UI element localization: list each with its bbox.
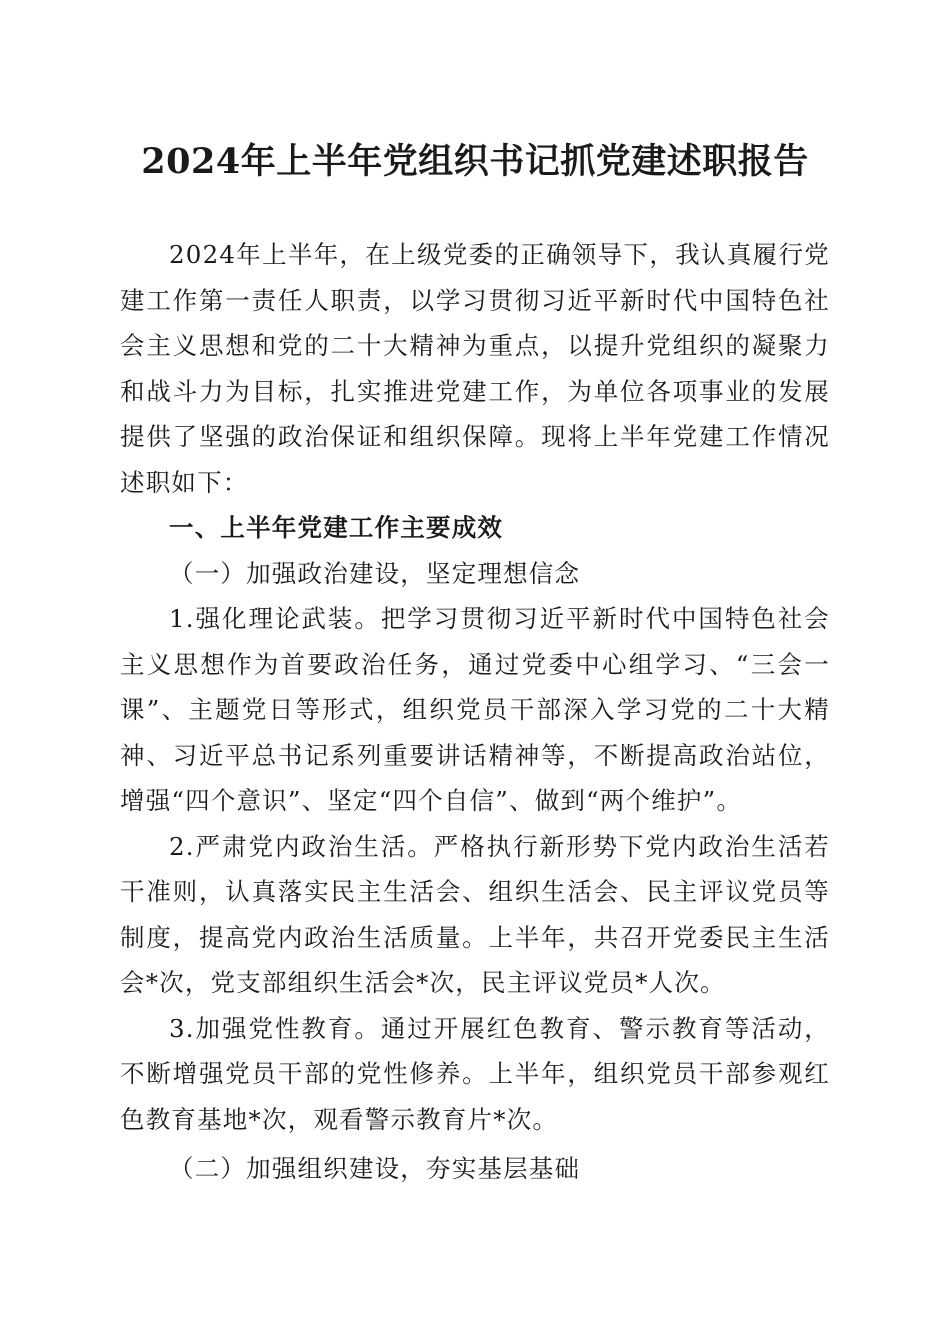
intro-paragraph: 2024年上半年，在上级党委的正确领导下，我认真履行党建工作第一责任人职责，以学习贯彻习近平新时代中国特色社会主义思想和党的二十大精神为重点，以提升党组织的凝聚力和战斗力为目标，扎实推进党建工作，为单位各项事业的发展提供了坚强的政治保证和组织保障。现将上半年党建工作情况述职如下： bbox=[120, 240, 830, 497]
paragraph-party-education: 3.加强党性教育。通过开展红色教育、警示教育等活动，不断增强党员干部的党性修养。上半年，组织党员干部参观红色教育基地*次，观看警示教育片*次。 bbox=[120, 1013, 830, 1134]
section-heading-1: 一、上半年党建工作主要成效 bbox=[169, 513, 504, 542]
subsection-heading-1: （一）加强政治建设，坚定理想信念 bbox=[169, 558, 581, 588]
subsection-heading-2: （二）加强组织建设，夯实基层基础 bbox=[169, 1154, 581, 1183]
paragraph-theory: 1.强化理论武装。把学习贯彻习近平新时代中国特色社会主义思想作为首要政治任务，通过党委中心组学习、“三会一课”、主题党日等形式，组织党员干部深入学习党的二十大精神、习近平总书记系列重要讲话精神等，不断提高政治站位，增强“四个意识”、坚定“四个自信”、做到“两个维护”。 bbox=[120, 604, 830, 815]
document-body bbox=[120, 232, 830, 1192]
paragraph-political-life: 2.严肃党内政治生活。严格执行新形势下党内政治生活若干准则，认真落实民主生活会、组织生活会、民主评议党员等制度，提高党内政治生活质量。上半年，共召开党委民主生活会*次，党支部组织生活会*次，民主评议党员*人次。 bbox=[120, 831, 830, 997]
document-title: 2024年上半年党组织书记抓党建述职报告 bbox=[141, 141, 809, 182]
